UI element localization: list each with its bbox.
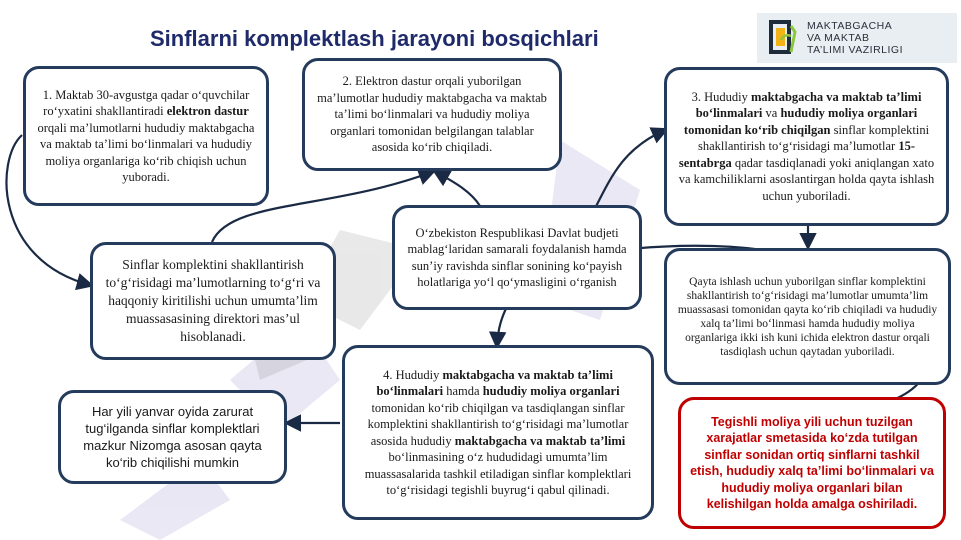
arrow-budget-to-step2 bbox=[436, 172, 480, 206]
step1-text-b: orqali ma’lumotlarni hududiy maktabgacha va maktab ta’limi bo‘linmalari va hududiy moliya organlariga ko‘rib chiqish uchun yuboradi. bbox=[37, 120, 255, 184]
page-title: Sinflarni komplektlash jarayoni bosqichlari bbox=[150, 26, 599, 51]
step3-text-d: qadar tasdiqlanadi yoki aniqlangan xato va kamchiliklarni asoslantirgan holda qayta ishlash uchun yuboriladi. bbox=[678, 155, 935, 203]
step3-text-b: va bbox=[762, 106, 781, 121]
step3-bold-c: 15-sentabrga bbox=[678, 139, 915, 170]
yearly-review-box bbox=[58, 390, 287, 484]
step4-text-a: 4. Hududiy bbox=[383, 367, 443, 382]
step4-bold-b: hududiy moliya organlari bbox=[482, 384, 620, 398]
step4-text-b: hamda bbox=[443, 384, 483, 398]
finance-alert-text: Tegishli moliya yili uchun tuzilgan xarajatlar smetasida ko‘zda tutilgan sinflar sonidan ortiq sinflarni tashkil etish, hududiy xalq ta’limi bo‘linmalari va hududiy moliya organlari bilan kelishilgan holda amalga oshiriladi. bbox=[690, 414, 934, 511]
step1-bold-a: elektron dastur bbox=[166, 104, 249, 118]
step1-box bbox=[23, 66, 269, 206]
rework-box bbox=[664, 248, 951, 385]
director-text: Sinflar komplektini shakllantirish to‘g‘risidagi ma’lumotlarning to‘g‘ri va haqqoniy kiritilishi uchun umumta’lim muassasasining direktori mas’ul hisoblanadi. bbox=[105, 257, 321, 344]
step4-box bbox=[342, 345, 654, 520]
director-box bbox=[90, 242, 336, 360]
step3-bold-b: hududiy moliya organlari tomonidan ko‘rib chiqilgan bbox=[683, 106, 918, 137]
logo-line-1: MAKTABGACHA bbox=[807, 20, 893, 32]
step1-text-a: 1. Maktab 30-avgustga qadar o‘quvchilar ro‘yxatini shakllantiradi bbox=[42, 87, 250, 118]
step3-text-c: sinflar komplektini shakllantirish to‘g‘risidagi ma’lumotlar bbox=[698, 122, 930, 154]
logo-line-2: VA MAKTAB bbox=[807, 32, 870, 44]
step4-text-d: bo‘linmasining o‘z hududidagi umumta’lim muassasalarida tashkil etiladigan sinflar komplektlari to‘g‘risidagi tegishli buyrug‘i qabul qilinadi. bbox=[364, 450, 632, 497]
step3-text-a: 3. Hududiy bbox=[691, 89, 751, 104]
yearly-review-text: Har yili yanvar oyida zarurat tug‘ilganda sinflar komplektlari mazkur Nizomga asosan qayta ko‘rib chiqilishi mumkin bbox=[83, 404, 262, 470]
budget-box bbox=[392, 205, 642, 310]
step2-box bbox=[302, 58, 562, 171]
step4-text-c: tomonidan ko‘rib chiqilgan va tasdiqlangan sinflar komplektini shakllantirish to‘g‘risidagi ma’lumotlar asosida hududiy bbox=[367, 400, 629, 448]
step4-bold-c: maktabgacha va maktab ta’limi bbox=[454, 433, 626, 448]
budget-text: O‘zbekiston Respublikasi Davlat budjeti mablag‘laridan samarali foydalanish hamda sun’iy ravishda sinflar sonining ko‘payish holatlariga yo‘l qo‘ymasligini o‘rganish bbox=[407, 225, 627, 289]
step3-box bbox=[664, 67, 949, 226]
logo-line-3: TA’LIMI VAZIRLIGI bbox=[807, 44, 904, 56]
rework-text: Qayta ishlash uchun yuborilgan sinflar komplektini shakllantirish to‘g‘risidagi ma’lumotlar umumta’lim muassasasi tomonidan qayta ko‘rib chiqiladi va hududiy xalq ta’limi bo‘linmasi hamda hududiy moliya organlariga ikki ish kuni ichida elektron dastur orqali tasdiqlash uchun qaytadan yuboriladi. bbox=[677, 275, 938, 358]
step2-text: 2. Elektron dastur orqali yuborilgan ma’lumotlar hududiy maktabgacha va maktab ta’limi bo‘linmalari va hududiy moliya organlari tomonidan belgilangan talablar asosida ko‘rib chiqiladi. bbox=[317, 74, 547, 155]
finance-alert-box bbox=[678, 397, 946, 529]
step3-bold-a: maktabgacha va maktab ta’limi bo‘linmalari bbox=[695, 89, 922, 121]
step4-bold-a: maktabgacha va maktab ta’limi bo‘linmalari bbox=[376, 367, 613, 398]
